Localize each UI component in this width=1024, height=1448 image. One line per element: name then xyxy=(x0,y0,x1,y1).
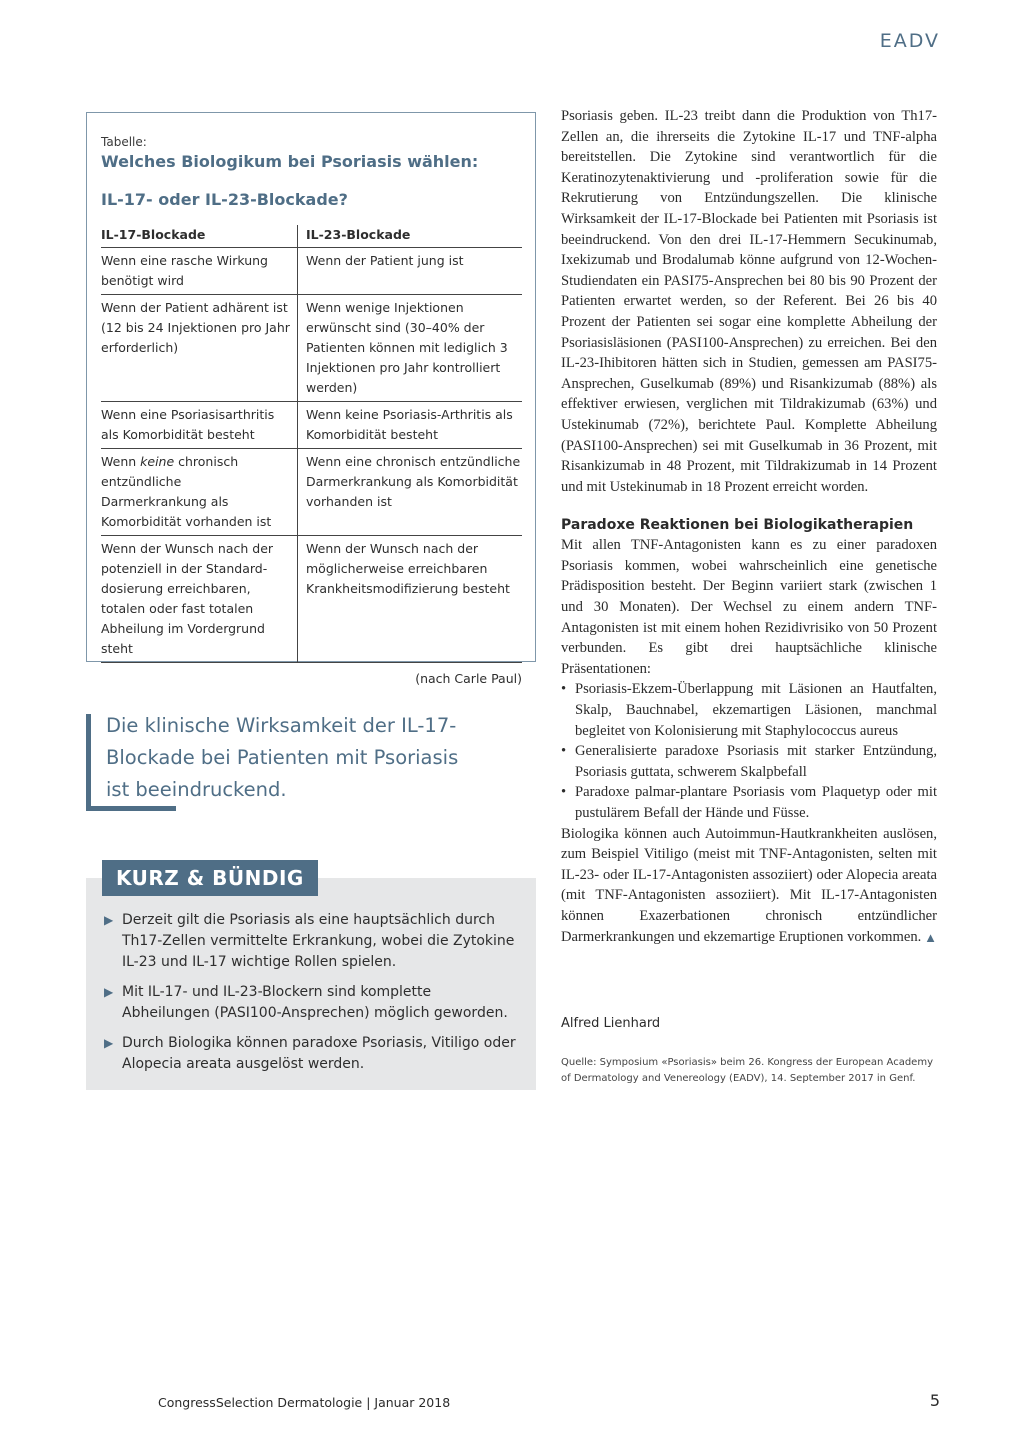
summary-item xyxy=(104,982,522,1024)
triangle-right-icon: ▶ xyxy=(104,985,114,999)
bullet-icon: • xyxy=(561,784,567,801)
table-cell-il17: Wenn eine rasche Wirkung benötigt wird xyxy=(101,248,298,294)
bullet-list xyxy=(561,679,937,823)
summary-box xyxy=(86,866,536,1090)
table-row xyxy=(101,248,522,295)
biologics-table xyxy=(101,225,522,662)
table-cell-il17 xyxy=(101,449,298,535)
list-item xyxy=(561,679,937,741)
table-subtitle: IL-17- oder IL-23-Blockade? xyxy=(101,190,348,209)
table-kicker: Tabelle: xyxy=(101,135,147,149)
list-item-text: Psoriasis-Ekzem-Überlappung mit Läsionen an Hautfalten, Skalp, Bauchnabel, ekzemartigen Läsionen, manchmal begleitet von Kolonisierung mit Staphylococcus aureus xyxy=(575,681,937,739)
triangle-up-icon: ▲ xyxy=(924,929,937,945)
list-item xyxy=(561,782,937,823)
cell-text: Wenn xyxy=(101,454,141,469)
quote-bracket-vertical xyxy=(86,714,91,810)
table-row xyxy=(101,536,522,662)
bullet-icon: • xyxy=(561,681,567,698)
table-row xyxy=(101,449,522,536)
summary-item-text: Durch Biologika können paradoxe Psoriasis, Vitiligo oder Alopecia areata ausgelöst werden. xyxy=(122,1035,516,1072)
section-heading: Paradoxe Reaktionen bei Biologikatherapien xyxy=(561,517,914,534)
summary-list xyxy=(104,910,522,1084)
table-cell-il23: Wenn der Patient jung ist xyxy=(306,253,464,268)
section-label: EADV xyxy=(879,30,940,52)
source-note: Quelle: Symposium «Psoriasis» beim 26. Kongress der European Academy of Dermatology and Venereology (EADV), 14. September 2017 in Genf. xyxy=(561,1057,933,1084)
triangle-right-icon: ▶ xyxy=(104,913,114,927)
biologics-table-box xyxy=(86,112,536,686)
author-name: Alfred Lienhard xyxy=(561,1016,661,1031)
summary-item-text: Derzeit gilt die Psoriasis als eine hauptsächlich durch Th17-Zellen vermittelte Erkrankung, wobei die Zytokine IL-23 und IL-17 wichtige Rollen spielen. xyxy=(122,912,515,970)
list-item xyxy=(561,741,937,782)
pull-quote-text: Die klinische Wirksamkeit der IL-17-Blockade bei Patienten mit Psoriasis ist beeindruckend. xyxy=(106,714,459,801)
article-paragraph: Psoriasis geben. IL-23 treibt dann die Produktion von Th17-Zellen an, die ihrerseits die Zytokine IL-17 und TNF-alpha bereitstellen. Die Zytokine sind verantwortlich für die Keratinozytenaktivierung und -proliferation sowie für die Rekrutierung von Entzündungszellen. Die klinische Wirksamkeit der IL-17-Blockade bei Patienten mit Psoriasis ist beeindruckend. Von den drei IL-17-Hemmern Secukinumab, Ixekizumab und Brodalumab könne aufgrund von 12-Wochen-Studiendaten ein PASI75-Ansprechen bei 80 bis 90 Prozent der Patienten erwartet werden, so der Referent. Bei 26 bis 40 Prozent der Patienten sei sogar eine komplette Abheilung der Psoriasisläsionen (PASI100-Ansprechen) zu erreichen. Bei den IL-23-Ihibitoren hätten sich in Studien, gemessen am PASI75-Ansprechen, Guselkumab (89%) und Risankizumab (88%) als effektiver erwiesen, verglichen mit Tildrakizumab (63%) und Ustekinumab (72%), berichtete Paul. Komplette Abheilung (PASI100-Ansprechen) sei mit Guselkumab in 36 Prozent, mit Risankizumab in 48 Prozent, mit Tildrakizumab in 14 Prozent und mit Ustekinumab in 18 Prozent erreicht worden. xyxy=(561,108,937,495)
column-header-il23: IL-23-Blockade xyxy=(306,227,411,242)
list-item-text: Paradoxe palmar-plantare Psoriasis vom Plaquetyp oder mit pustulärem Befall der Hände und Füsse. xyxy=(575,784,937,821)
article-paragraph-last xyxy=(561,824,937,948)
table-title: Welches Biologikum bei Psoriasis wählen: xyxy=(101,152,479,171)
table-cell-il23: Wenn keine Psoriasis-Arthritis als Komorbidität besteht xyxy=(306,407,513,442)
cell-text: chronisch entzündliche Darmerkrankung als Komorbidität vorhanden ist xyxy=(101,454,272,529)
table-row xyxy=(101,295,522,402)
column-header-il17: IL-17-Blockade xyxy=(101,225,298,247)
table-cell-il17: Wenn der Wunsch nach der potenziell in der Standard-dosierung erreichbaren, totalen oder fast totalen Abheilung im Vordergrund steht xyxy=(101,536,298,662)
summary-item xyxy=(104,910,522,973)
summary-item xyxy=(104,1033,522,1075)
article-paragraph-text: Biologika können auch Autoimmun-Hautkrankheiten auslösen, zum Beispiel Vitiligo (meist mit TNF-Antagonisten, selten mit IL-23- oder IL-17-Antagonisten assoziiert) oder Alopecia areata (mit TNF-Antagonisten assoziiert). Mit IL-17-Antagonisten können Exazerbationen chronisch entzündlicher Darmerkrankungen und ekzemartige Eruptionen vorkommen. xyxy=(561,825,937,945)
table-cell-il23: Wenn eine chronisch entzündliche Darmerkrankung als Komorbidität vorhanden ist xyxy=(306,454,521,509)
article-paragraph: Mit allen TNF-Antagonisten kann es zu einer paradoxen Psoriasis kommen, wobei wahrscheinlich eine genetische Prädisposition besteht. Der Beginn variiert stark (zwischen 1 und 30 Monaten). Der Wechsel zu einem andern TNF-Antagonisten ist mit einem hohen Rezidivrisiko von 50 Prozent verbunden. Es gibt drei hauptsächliche klinische Präsentationen: xyxy=(561,537,937,677)
summary-heading: KURZ & BÜNDIG xyxy=(102,860,318,896)
triangle-right-icon: ▶ xyxy=(104,1036,114,1050)
footer-publication: CongressSelection Dermatologie | Januar 2018 xyxy=(158,1395,451,1410)
quote-bracket-horizontal xyxy=(86,806,176,811)
bullet-icon: • xyxy=(561,743,567,760)
table-cell-il17: Wenn der Patient adhärent ist (12 bis 24 Injektionen pro Jahr erforderlich) xyxy=(101,295,298,401)
cell-emphasis: keine xyxy=(140,454,175,469)
table-row xyxy=(101,402,522,449)
article-body xyxy=(561,106,937,947)
table-source: (nach Carle Paul) xyxy=(415,671,522,686)
page-number: 5 xyxy=(929,1391,940,1410)
pull-quote xyxy=(86,716,506,810)
table-cell-il17: Wenn eine Psoriasisarthritis als Komorbidität besteht xyxy=(101,402,298,448)
table-cell-il23: Wenn wenige Injektionen erwünscht sind (30–40% der Patienten können mit lediglich 3 Injektionen pro Jahr kontrolliert werden) xyxy=(306,300,508,395)
summary-item-text: Mit IL-17- und IL-23-Blockern sind komplette Abheilungen (PASI100-Ansprechen) möglich geworden. xyxy=(122,984,508,1021)
list-item-text: Generalisierte paradoxe Psoriasis mit starker Entzündung, Psoriasis guttata, schwerem Skalpbefall xyxy=(575,743,937,780)
table-cell-il23: Wenn der Wunsch nach der möglicherweise erreichbaren Krankheitsmodifizierung besteht xyxy=(306,541,510,596)
table-header-row xyxy=(101,225,522,248)
